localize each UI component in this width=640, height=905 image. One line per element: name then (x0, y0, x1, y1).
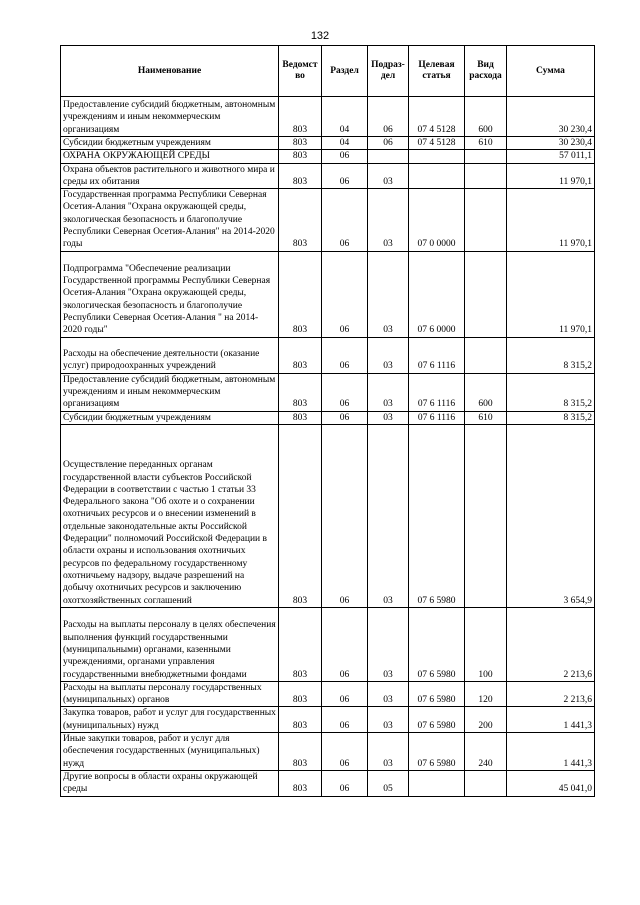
row-amount: 2 213,6 (507, 681, 595, 707)
budget-table (60, 45, 595, 797)
row-target-article: 07 4 5128 (409, 137, 465, 150)
row-target-article (409, 770, 465, 796)
header-department: Ведомст во (279, 46, 322, 97)
table-row (61, 163, 595, 189)
row-target-article: 07 6 5980 (409, 707, 465, 733)
row-amount: 3 654,9 (507, 424, 595, 607)
row-expense-type (465, 770, 507, 796)
table-row (61, 707, 595, 733)
row-name: Охрана объектов растительного и животного мира и среды их обитания (61, 163, 279, 189)
row-section: 06 (322, 163, 368, 189)
row-expense-type: 200 (465, 707, 507, 733)
table-row (61, 770, 595, 796)
row-expense-type: 610 (465, 137, 507, 150)
row-department: 803 (279, 137, 322, 150)
row-subsection: 03 (368, 607, 409, 681)
row-target-article: 07 6 1116 (409, 337, 465, 373)
row-subsection: 03 (368, 373, 409, 411)
row-subsection: 03 (368, 189, 409, 251)
table-row (61, 189, 595, 251)
row-amount: 8 315,2 (507, 337, 595, 373)
row-target-article: 07 6 1116 (409, 373, 465, 411)
row-name: Расходы на выплаты персоналу государственных (муниципальных) органов (61, 681, 279, 707)
row-amount: 8 315,2 (507, 373, 595, 411)
row-name: ОХРАНА ОКРУЖАЮЩЕЙ СРЕДЫ (61, 150, 279, 163)
row-section: 06 (322, 681, 368, 707)
header-subsection: Подраз- дел (368, 46, 409, 97)
row-subsection (368, 150, 409, 163)
row-subsection: 03 (368, 251, 409, 337)
row-section: 06 (322, 373, 368, 411)
row-section: 04 (322, 137, 368, 150)
row-amount: 1 441,3 (507, 733, 595, 771)
row-subsection: 03 (368, 681, 409, 707)
row-department: 803 (279, 424, 322, 607)
row-section: 06 (322, 770, 368, 796)
row-department: 803 (279, 607, 322, 681)
table-row (61, 681, 595, 707)
header-amount: Сумма (507, 46, 595, 97)
table-row (61, 150, 595, 163)
row-target-article: 07 6 1116 (409, 411, 465, 424)
header-section: Раздел (322, 46, 368, 97)
row-amount: 57 011,1 (507, 150, 595, 163)
header-target-article: Целевая статья (409, 46, 465, 97)
row-expense-type: 120 (465, 681, 507, 707)
row-target-article: 07 0 0000 (409, 189, 465, 251)
row-target-article: 07 6 5980 (409, 424, 465, 607)
row-amount: 45 041,0 (507, 770, 595, 796)
row-target-article: 07 6 5980 (409, 733, 465, 771)
row-amount: 11 970,1 (507, 189, 595, 251)
row-expense-type (465, 251, 507, 337)
row-target-article: 07 6 5980 (409, 607, 465, 681)
row-department: 803 (279, 97, 322, 137)
table-row (61, 607, 595, 681)
row-name: Осуществление переданных органам государственной власти субъектов Российской Федерации в соответствии с частью 1 статьи 33 Федерального закона "Об охоте и о сохранении охотничьих ресурсов и о внесении изменений в отдельные законодательные акты Российской Федерации" полномочий Российской Федерации в области охраны и использования охотничьих ресурсов по федеральному государственному охотничьему надзору, выдаче разрешений на добычу охотничьих ресурсов и заключению охотхозяйственных соглашений (61, 424, 279, 607)
row-expense-type: 240 (465, 733, 507, 771)
row-section: 06 (322, 707, 368, 733)
row-expense-type (465, 337, 507, 373)
row-expense-type (465, 424, 507, 607)
header-name: Наименование (61, 46, 279, 97)
row-name: Другие вопросы в области охраны окружающей среды (61, 770, 279, 796)
row-subsection: 03 (368, 707, 409, 733)
table-row (61, 97, 595, 137)
table-row (61, 411, 595, 424)
row-section: 06 (322, 251, 368, 337)
row-section: 06 (322, 337, 368, 373)
row-amount: 2 213,6 (507, 607, 595, 681)
row-section: 06 (322, 733, 368, 771)
row-subsection: 06 (368, 137, 409, 150)
row-subsection: 06 (368, 97, 409, 137)
row-expense-type (465, 163, 507, 189)
row-department: 803 (279, 411, 322, 424)
row-department: 803 (279, 681, 322, 707)
row-subsection: 03 (368, 163, 409, 189)
row-section: 06 (322, 607, 368, 681)
row-expense-type: 610 (465, 411, 507, 424)
table-row (61, 337, 595, 373)
table-row (61, 251, 595, 337)
row-amount: 8 315,2 (507, 411, 595, 424)
row-section: 06 (322, 150, 368, 163)
row-expense-type: 600 (465, 373, 507, 411)
row-expense-type (465, 189, 507, 251)
row-department: 803 (279, 337, 322, 373)
row-target-article (409, 150, 465, 163)
row-subsection: 03 (368, 424, 409, 607)
row-department: 803 (279, 251, 322, 337)
table-row (61, 137, 595, 150)
row-section: 04 (322, 97, 368, 137)
row-name: Закупка товаров, работ и услуг для государственных (муниципальных) нужд (61, 707, 279, 733)
row-subsection: 03 (368, 733, 409, 771)
row-target-article: 07 6 0000 (409, 251, 465, 337)
row-amount: 11 970,1 (507, 251, 595, 337)
row-name: Предоставление субсидий бюджетным, автономным учреждениям и иным некоммерческим организациям (61, 373, 279, 411)
row-name: Субсидии бюджетным учреждениям (61, 411, 279, 424)
row-amount: 30 230,4 (507, 137, 595, 150)
table-row (61, 733, 595, 771)
row-department: 803 (279, 163, 322, 189)
page-number: 132 (310, 30, 330, 42)
row-department: 803 (279, 150, 322, 163)
row-name: Иные закупки товаров, работ и услуг для обеспечения государственных (муниципальных) нужд (61, 733, 279, 771)
row-name: Расходы на выплаты персоналу в целях обеспечения выполнения функций государственными (муниципальными) органами, казенными учреждениями, органами управления государственными внебюджетными фондами (61, 607, 279, 681)
row-expense-type: 600 (465, 97, 507, 137)
row-department: 803 (279, 189, 322, 251)
row-name: Субсидии бюджетным учреждениям (61, 137, 279, 150)
row-subsection: 05 (368, 770, 409, 796)
row-target-article: 07 4 5128 (409, 97, 465, 137)
row-target-article: 07 6 5980 (409, 681, 465, 707)
row-amount: 30 230,4 (507, 97, 595, 137)
row-department: 803 (279, 707, 322, 733)
row-name: Расходы на обеспечение деятельности (оказание услуг) природоохранных учреждений (61, 337, 279, 373)
row-section: 06 (322, 411, 368, 424)
row-expense-type (465, 150, 507, 163)
row-amount: 11 970,1 (507, 163, 595, 189)
row-section: 06 (322, 424, 368, 607)
row-department: 803 (279, 733, 322, 771)
row-name: Государственная программа Республики Северная Осетия-Алания "Охрана окружающей среды, экологическая безопасность и благополучие Республики Северная Осетия-Алания" на 2014-2020 годы (61, 189, 279, 251)
header-expense-type: Вид расхода (465, 46, 507, 97)
row-subsection: 03 (368, 411, 409, 424)
row-subsection: 03 (368, 337, 409, 373)
row-department: 803 (279, 373, 322, 411)
table-row (61, 373, 595, 411)
row-target-article (409, 163, 465, 189)
row-expense-type: 100 (465, 607, 507, 681)
row-name: Предоставление субсидий бюджетным, автономным учреждениям и иным некоммерческим организациям (61, 97, 279, 137)
row-section: 06 (322, 189, 368, 251)
table-row (61, 424, 595, 607)
row-department: 803 (279, 770, 322, 796)
row-name: Подпрограмма "Обеспечение реализации Государственной программы Республики Северная Осетия-Алания "Охрана окружающей среды, экологическая безопасность и благополучие Республики Северная Осетия-Алания " на 2014-2020 годы" (61, 251, 279, 337)
table-header-row (61, 46, 595, 97)
row-amount: 1 441,3 (507, 707, 595, 733)
